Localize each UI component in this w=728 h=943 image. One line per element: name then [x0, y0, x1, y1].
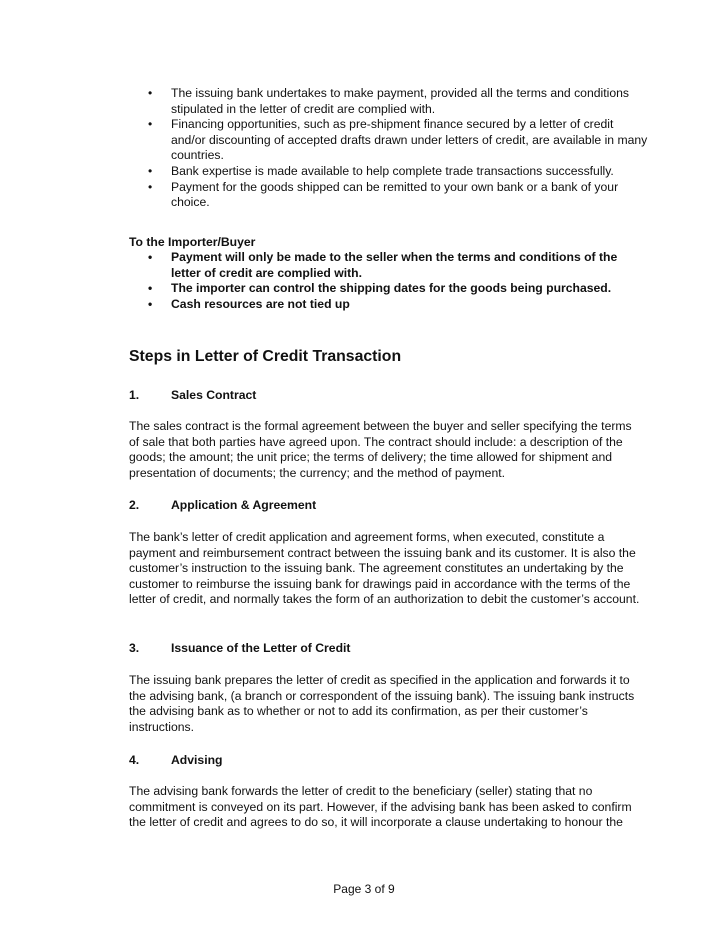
- step-paragraph: The sales contract is the formal agreement between the buyer and seller specifying the terms of sale that both parties have agreed upon. The contract should include: a description of the goods; the amount; the unit price; the terms of delivery; the time allowed for shipment and presentation of documents; the currency; and the method of payment.: [129, 419, 632, 480]
- list-item: • Bank expertise is made available to help complete trade transactions successfully.: [148, 163, 614, 178]
- bullet-icon: •: [148, 250, 153, 264]
- bullet-icon: •: [148, 86, 153, 100]
- step-paragraph: The bank’s letter of credit application and agreement forms, when executed, constitute a payment and reimbursement contract between the issuing bank and its customer. It is also the customer’s instruction to the issuing bank. The agreement constitutes an undertaking by the customer to reimburse the issuing bank for drawings paid in accordance with the terms of the letter of credit, and normally takes the form of an authorization to debit the customer’s account.: [129, 530, 640, 607]
- list-item: • Payment for the goods shipped can be remitted to your own bank or a bank of your choice.: [148, 179, 619, 210]
- step-heading: 1. Sales Contract: [129, 388, 257, 402]
- step-paragraph: The issuing bank prepares the letter of credit as specified in the application and forwards it to the advising bank, (a branch or correspondent of the issuing bank). The issuing bank instructs the advising bank as to whether or not to add its confirmation, as per their customer’s instructions.: [129, 673, 635, 734]
- bullet-icon: •: [148, 281, 153, 296]
- list-item: • Cash resources are not tied up: [148, 296, 350, 311]
- bullet-icon: •: [148, 296, 153, 311]
- list-item: • Financing opportunities, such as pre-shipment finance secured by a letter of credit and/or discounting of accepted drafts drawn under letters of credit, are available in many countries.: [148, 117, 648, 163]
- page-number: Page 3 of 9: [333, 882, 395, 896]
- importer-benefits-list: [129, 250, 649, 312]
- step-paragraph: The advising bank forwards the letter of credit to the beneficiary (seller) stating that no commitment is conveyed on its part. However, if the advising bank has been asked to confirm the letter of credit and agrees to do so, it will incorporate a clause undertaking to honour the: [129, 784, 632, 830]
- bullet-icon: •: [148, 163, 153, 178]
- exporter-benefits-list: [129, 86, 649, 211]
- list-item: • The importer can control the shipping dates for the goods being purchased.: [148, 281, 612, 296]
- step-heading: 3. Issuance of the Letter of Credit: [129, 641, 351, 655]
- list-item: • Payment will only be made to the seller when the terms and conditions of the letter of credit are complied with.: [148, 250, 618, 280]
- step-heading: 2. Application & Agreement: [129, 498, 317, 512]
- bullet-icon: •: [148, 117, 153, 132]
- step-heading: 4. Advising: [129, 753, 223, 767]
- importer-heading: To the Importer/Buyer: [129, 235, 256, 249]
- list-item: • The issuing bank undertakes to make payment, provided all the terms and conditions stipulated in the letter of credit are complied with.: [148, 86, 629, 116]
- bullet-icon: •: [148, 179, 153, 194]
- section-title: Steps in Letter of Credit Transaction: [129, 348, 402, 365]
